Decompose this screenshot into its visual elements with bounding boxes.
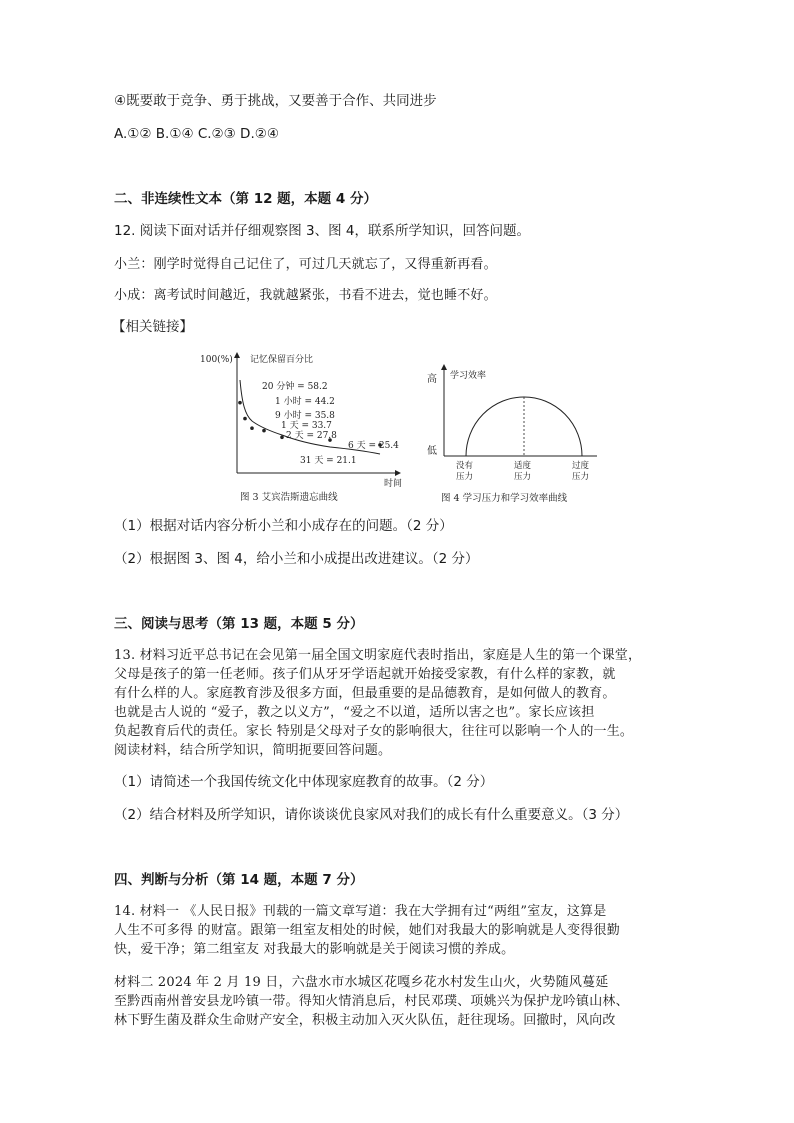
- section-2-heading: 二、非连续性文本（第 12 题，本题 4 分）: [114, 191, 377, 207]
- fig4-x3-bottom: 压力: [572, 472, 590, 482]
- fig3-data-label: 6 天 = 25.4: [348, 441, 399, 451]
- q13-sub-1: （1）请简述一个我国传统文化中体现家庭教育的故事。（2 分）: [114, 774, 494, 790]
- material-2-line-2: 至黔西南州普安县龙吟镇一带。得知火情消息后，村民邓璞、项姚兴为保护龙吟镇山林、: [114, 994, 629, 1009]
- answer-choices: A.①② B.①④ C.②③ D.②④: [114, 126, 279, 142]
- fig3-point: [238, 401, 242, 405]
- material-13-line-3: 有什么样的人。家庭教育涉及很多方面，但最重要的是品德教育，是如何做人的教育。: [114, 686, 616, 701]
- fig3-data-label: 2 天 = 27.8: [286, 431, 337, 441]
- material-2-line-3: 林下野生菌及群众生命财产安全，积极主动加入灭火队伍，赶往现场。回撤时，风向改: [114, 1013, 616, 1028]
- fig3-point: [262, 429, 266, 433]
- fig3-caption: 图 3 艾宾浩斯遗忘曲线: [240, 492, 338, 503]
- fig3-data-label: 1 小时 = 44.2: [275, 397, 335, 407]
- fig3-y-top-label: 100(%): [200, 355, 233, 365]
- figure-3-forgetting-curve: [190, 345, 420, 510]
- material-13-line-2: 父母是孩子的第一任老师。孩子们从牙牙学语起就开始接受家教，有什么样的家教，就: [114, 667, 616, 682]
- fig3-point: [243, 417, 247, 421]
- fig3-point: [250, 426, 254, 430]
- fig4-caption: 图 4 学习压力和学习效率曲线: [441, 493, 568, 504]
- figure-4-pressure-curve: [425, 362, 610, 512]
- fig4-x2-bottom: 压力: [514, 472, 532, 482]
- material-13-line-4: 也就是古人说的 “爱子，教之以义方”，“爱之不以道，适所以害之也”。家长应该担: [114, 705, 595, 720]
- material-1-line-1: 14. 材料一 《人民日报》刊载的一篇文章写道：我在大学拥有过“两组”室友，这算是: [114, 904, 607, 919]
- material-13-line-5: 负起教育后代的责任。家长 特别是父母对子女的影响很大，往往可以影响一个人的一生。: [114, 724, 634, 739]
- fig3-data-label: 9 小时 = 35.8: [275, 411, 335, 421]
- fig3-data-label: 20 分钟 = 58.2: [262, 382, 328, 392]
- fig4-x2-top: 适度: [514, 461, 532, 471]
- material-13-line-6: 阅读材料，结合所学知识，简明扼要回答问题。: [114, 743, 392, 758]
- related-link-label: 【相关链接】: [112, 319, 193, 335]
- fig3-y-title: 记忆保留百分比: [250, 355, 314, 365]
- fig3-data-label: 31 天 = 21.1: [300, 456, 357, 466]
- dialogue-xiaolan: 小兰：刚学时觉得自己记住了，可过几天就忘了，又得重新再看。: [114, 257, 497, 272]
- fig3-point: [280, 436, 284, 440]
- q13-sub-2: （2）结合材料及所学知识，请你谈谈优良家风对我们的成长有什么重要意义。（3 分）: [114, 807, 629, 823]
- material-1-line-2: 人生不可多得 的财富。跟第一组室友相处的时候，她们对我最大的影响就是人变得很勤: [114, 923, 620, 938]
- section-3-heading: 三、阅读与思考（第 13 题，本题 5 分）: [114, 616, 364, 632]
- q12-sub-1: （1）根据对话内容分析小兰和小成存在的问题。（2 分）: [114, 518, 453, 534]
- fig4-x1-bottom: 压力: [456, 472, 474, 482]
- section-4-heading: 四、判断与分析（第 14 题，本题 7 分）: [114, 872, 364, 888]
- fig4-y-high: 高: [427, 374, 437, 385]
- fig3-data-label: 1 天 = 33.7: [281, 421, 332, 431]
- fig4-y-low: 低: [427, 446, 437, 457]
- material-1-line-3: 快，爱干净；第二组室友 对我最大的影响就是关于阅读习惯的养成。: [114, 942, 515, 957]
- fig4-y-title: 学习效率: [450, 371, 487, 381]
- fig3-x-title: 时间: [384, 479, 403, 489]
- fig3-labels: [262, 380, 399, 466]
- material-13-line-1: 13. 材料习近平总书记在会见第一届全国文明家庭代表时指出，家庭是人生的第一个课堂，: [114, 648, 642, 663]
- q12-sub-2: （2）根据图 3、图 4，给小兰和小成提出改进建议。（2 分）: [114, 551, 479, 567]
- material-2-line-1: 材料二 2024 年 2 月 19 日，六盘水市水城区花嘎乡花水村发生山火，火势随风蔓延: [114, 975, 609, 990]
- option-4: ④既要敢于竞争、勇于挑战，又要善于合作、共同进步: [114, 93, 437, 109]
- dialogue-xiaocheng: 小成：离考试时间越近，我就越紧张，书看不进去，觉也睡不好。: [114, 288, 497, 303]
- fig4-x3-top: 过度: [572, 461, 590, 471]
- q12-intro: 12. 阅读下面对话并仔细观察图 3、图 4，联系所学知识，回答问题。: [114, 223, 531, 239]
- fig4-x1-top: 没有: [456, 461, 474, 471]
